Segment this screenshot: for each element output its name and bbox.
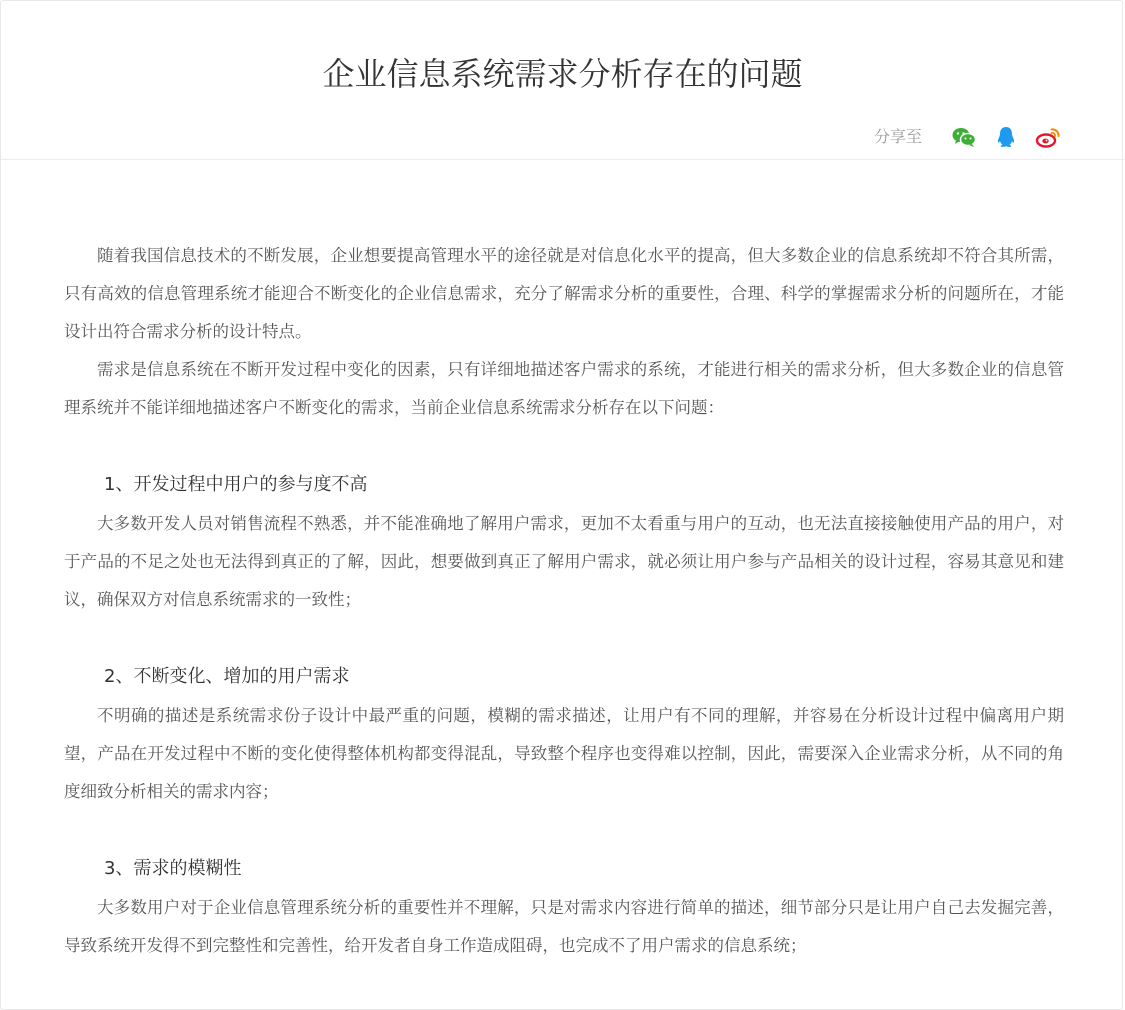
section-paragraph: 大多数开发人员对销售流程不熟悉，并不能准确地了解用户需求，更加不太看重与用户的互动，也无法直接接触使用产品的用户，对于产品的不足之处也无法得到真正的了解，因此，想要做到真正了解用户需求，就必须让用户参与产品相关的设计过程，容易其意见和建议，确保双方对信息系统需求的一致性； [64,514,1064,609]
section-paragraph: 不明确的描述是系统需求份子设计中最严重的问题，模糊的需求描述，让用户有不同的理解，并容易在分析设计过程中偏离用户期望，产品在开发过程中不断的变化使得整体机构都变得混乱，导致整个程序也变得难以控制，因此，需要深入企业需求分析，从不同的角度细致分析相关的需求内容； [64,706,1064,801]
intro-paragraph: 随着我国信息技术的不断发展，企业想要提高管理水平的途径就是对信息化水平的提高，但大多数企业的信息系统却不符合其所需，只有高效的信息管理系统才能迎合不断变化的企业信息需求，充分了解需求分析的重要性，合理、科学的掌握需求分析的问题所在，才能设计出符合需求分析的设计特点。 [64,246,1064,341]
qq-icon[interactable] [992,123,1020,151]
article-header [1,1,1124,160]
section-heading: 2、不断变化、增加的用户需求 [104,666,350,687]
spacer [64,619,1064,657]
share-bar [874,123,1062,151]
section-heading: 3、需求的模糊性 [104,858,242,879]
share-label: 分享至 [873,127,922,146]
section-heading: 1、开发过程中用户的参与度不高 [104,474,368,495]
page-title: 企业信息系统需求分析存在的问题 [322,55,803,93]
section-paragraph: 大多数用户对于企业信息管理系统分析的重要性并不理解，只是对需求内容进行简单的描述，细节部分只是让用户自己去发掘完善，导致系统开发得不到完整性和完善性，给开发者自身工作造成阻碍，也完成不了用户需求的信息系统； [64,898,1064,955]
article-body [64,237,1064,965]
wechat-icon[interactable] [950,123,978,151]
weibo-icon[interactable] [1034,123,1062,151]
spacer [64,427,1064,465]
spacer [64,811,1064,849]
intro-paragraph: 需求是信息系统在不断开发过程中变化的因素，只有详细地描述客户需求的系统，才能进行相关的需求分析，但大多数企业的信息管理系统并不能详细地描述客户不断变化的需求，当前企业信息系统需求分析存在以下问题： [64,360,1064,417]
